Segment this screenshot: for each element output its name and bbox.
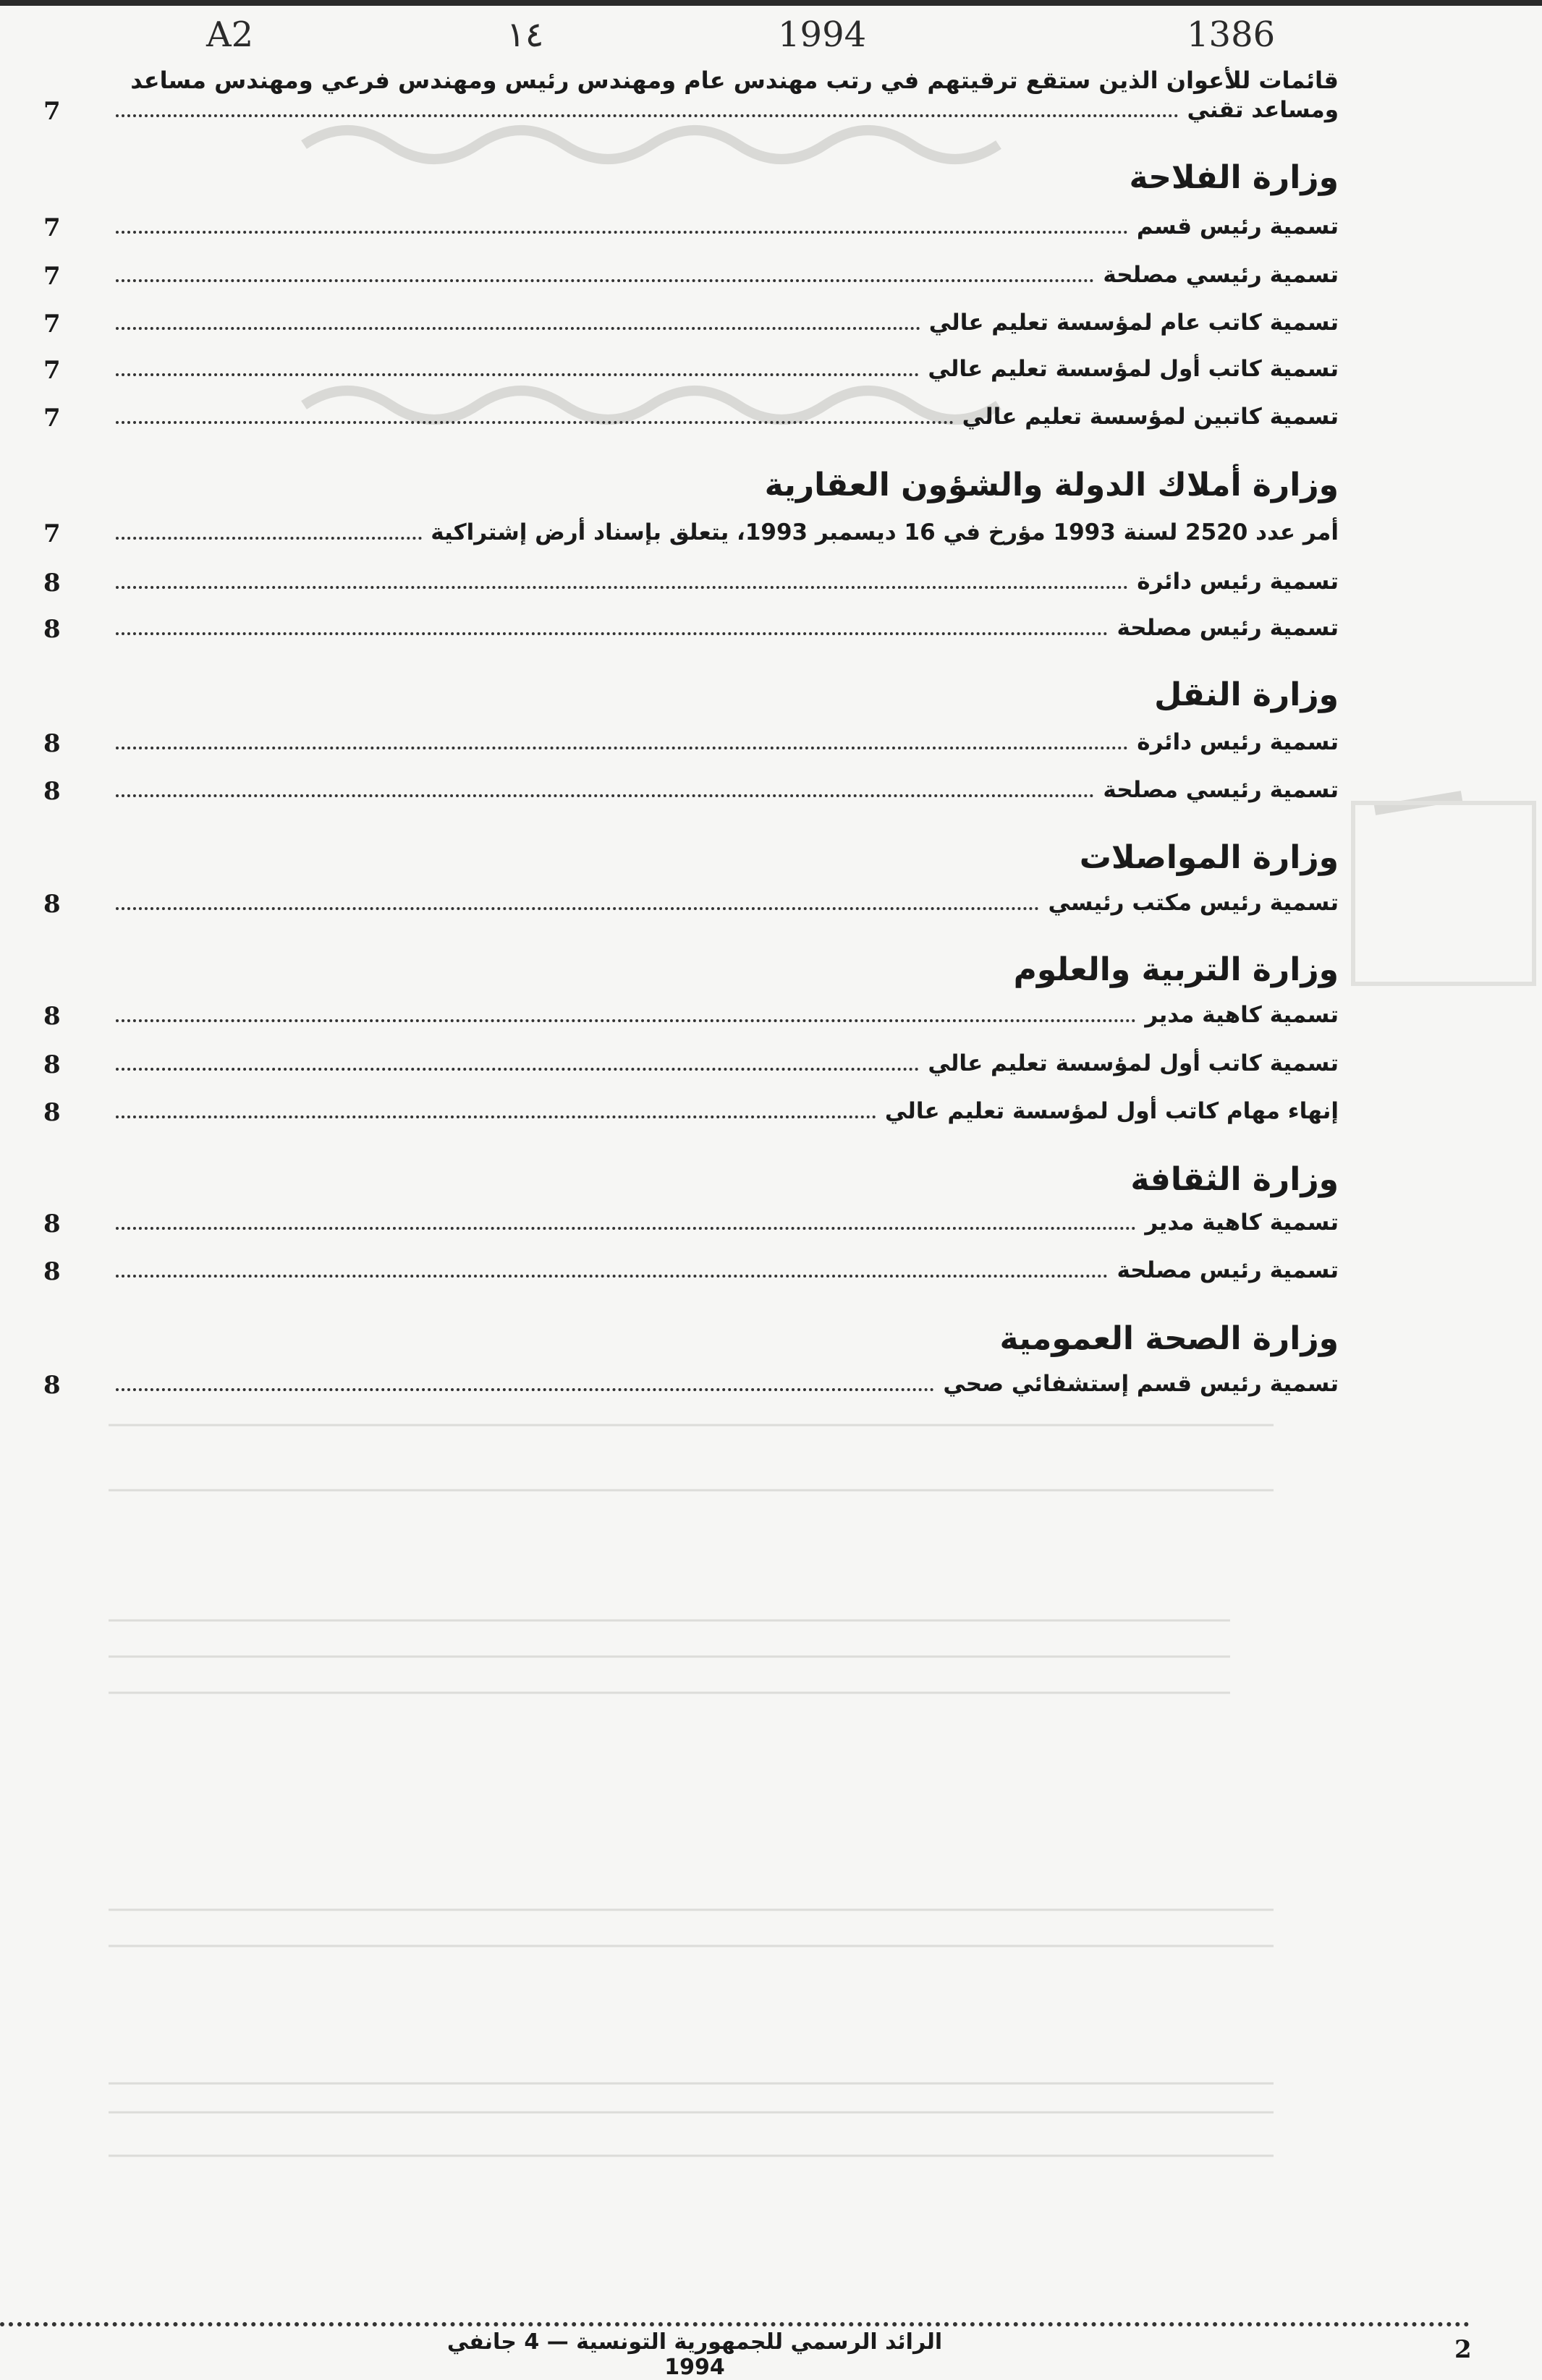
entry-text: ومساعد تقني [1187, 97, 1339, 123]
dot-leader [116, 114, 1179, 117]
ministry-heading: وزارة الصحة العمومية [999, 1320, 1339, 1357]
entry-text: تسمية رئيس مصلحة [1117, 615, 1339, 641]
page-number: 8 [43, 569, 61, 598]
entry-text: إنهاء مهام كاتب أول لمؤسسة تعليم عالي [884, 1098, 1339, 1124]
ministry-heading: وزارة أملاك الدولة والشؤون العقارية [764, 467, 1339, 503]
list-item [43, 1002, 1339, 1037]
list-item [43, 569, 1339, 603]
entry-text: تسمية رئيسي مصلحة [1103, 262, 1339, 288]
entry-text: أمر عدد 2520 لسنة 1993 مؤرخ في 16 ديسمبر 1993، يتعلق بإسناد أرض إشتراكية [431, 519, 1339, 545]
list-item [43, 1257, 1339, 1292]
handwritten-note-mid1: ١٤ [507, 14, 544, 55]
dot-leader [116, 279, 1094, 282]
entry-text: تسمية كاهية مدير [1145, 1210, 1339, 1236]
dot-leader [116, 1227, 1136, 1230]
dot-leader [116, 421, 954, 424]
page-number: 7 [43, 519, 61, 548]
list-item [43, 1210, 1339, 1244]
footer-rule [0, 2322, 1470, 2326]
dot-leader [116, 586, 1128, 589]
entry-text: تسمية رئيس دائرة [1137, 729, 1339, 755]
page-number: 7 [43, 404, 61, 433]
dot-leader [116, 632, 1108, 635]
dot-leader [116, 907, 1039, 910]
entry-text: تسمية كاتب أول لمؤسسة تعليم عالي [928, 1050, 1339, 1076]
list-item [43, 890, 1339, 925]
page-number: 8 [43, 777, 61, 806]
intro-line-1: قائمات للأعوان الذين ستقع ترقيتهم في رتب مهندس عام ومهندس رئيس ومهندس فرعي ومهندس مساعد [130, 67, 1339, 94]
dot-leader [116, 373, 919, 376]
list-item [43, 1371, 1339, 1406]
entry-text: تسمية رئيس دائرة [1137, 569, 1339, 595]
entry-text: تسمية رئيس قسم إستشفائي صحي [943, 1371, 1339, 1397]
intro-entry [43, 97, 1339, 132]
page-number: 8 [43, 1002, 61, 1031]
list-item [43, 777, 1339, 812]
footer-page-number: 2 [1454, 2335, 1472, 2364]
list-item [43, 310, 1339, 344]
page-number: 7 [43, 213, 61, 242]
list-item [43, 213, 1339, 248]
entry-text: تسمية رئيس مكتب رئيسي [1048, 890, 1339, 916]
dot-leader [116, 1275, 1108, 1278]
list-item [43, 404, 1339, 438]
page-number: 8 [43, 1050, 61, 1079]
page-number: 8 [43, 890, 61, 919]
handwritten-note-mid2: 1994 [778, 14, 867, 55]
page-number: 7 [43, 262, 61, 291]
dot-leader [116, 1019, 1136, 1022]
ministry-heading: وزارة التربية والعلوم [1013, 951, 1339, 988]
list-item [43, 356, 1339, 391]
entry-text: تسمية كاتب أول لمؤسسة تعليم عالي [928, 356, 1339, 382]
entry-text: تسمية رئيسي مصلحة [1103, 777, 1339, 803]
page-number: 8 [43, 1098, 61, 1127]
page-number: 8 [43, 1371, 61, 1400]
dot-leader [116, 747, 1128, 749]
list-item [43, 1050, 1339, 1085]
entry-text: تسمية كاهية مدير [1145, 1002, 1339, 1028]
dot-leader [116, 1115, 876, 1118]
entry-text: تسمية كاتبين لمؤسسة تعليم عالي [962, 404, 1339, 430]
list-item [43, 729, 1339, 764]
entry-text: تسمية رئيس مصلحة [1117, 1257, 1339, 1283]
page-number: 8 [43, 1257, 61, 1286]
footer-title: الرائد الرسمي للجمهورية التونسية — 4 جانفي 1994 [446, 2329, 943, 2380]
handwritten-note-right: 1386 [1187, 14, 1276, 55]
list-item [43, 615, 1339, 650]
page-number: 8 [43, 729, 61, 758]
page-number: 7 [43, 356, 61, 385]
dot-leader [116, 794, 1094, 797]
entry-text: تسمية رئيس قسم [1136, 213, 1339, 239]
dot-leader [116, 231, 1128, 234]
list-item [43, 262, 1339, 297]
page-number: 7 [43, 310, 61, 339]
dot-leader [116, 537, 422, 540]
page-number: 7 [43, 97, 61, 126]
dot-leader [116, 1068, 919, 1071]
handwritten-note-left: A2 [206, 14, 254, 55]
dot-leader [116, 1388, 934, 1391]
dot-leader [116, 327, 920, 330]
list-item [43, 1098, 1339, 1133]
page-number: 8 [43, 615, 61, 644]
ministry-heading: وزارة النقل [1154, 676, 1339, 713]
ministry-heading: وزارة الفلاحة [1129, 159, 1339, 196]
entry-text: تسمية كاتب عام لمؤسسة تعليم عالي [928, 310, 1339, 336]
ministry-heading: وزارة الثقافة [1130, 1161, 1339, 1198]
page-number: 8 [43, 1210, 61, 1238]
ministry-heading: وزارة المواصلات [1079, 839, 1339, 876]
list-item [43, 519, 1339, 554]
